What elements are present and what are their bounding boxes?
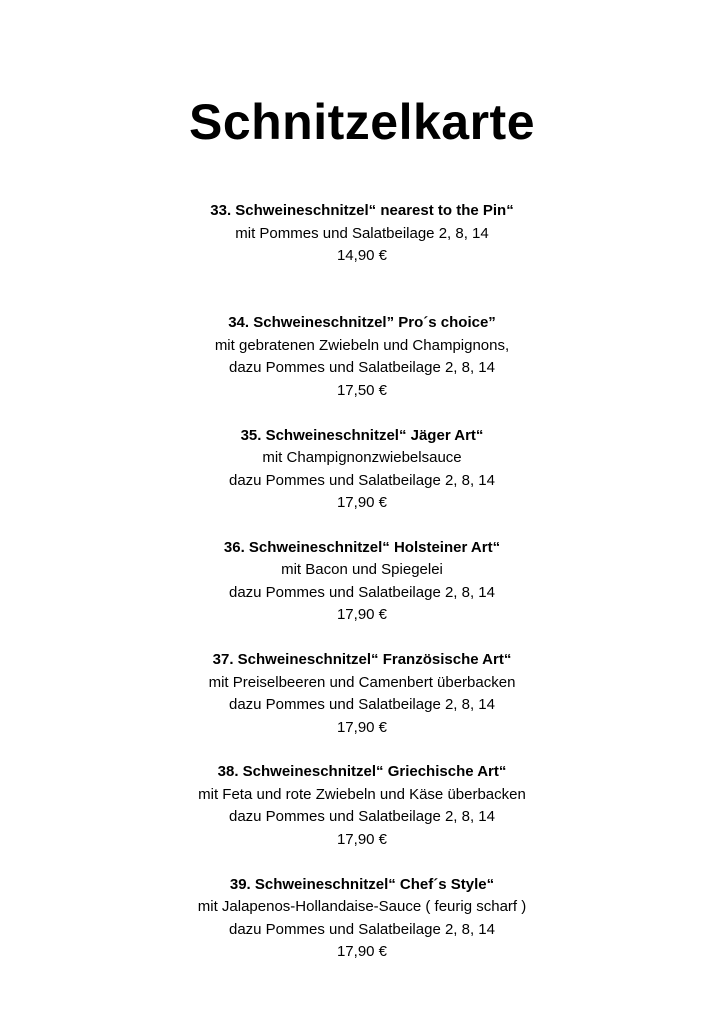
item-description: dazu Pommes und Salatbeilage 2, 8, 14: [228, 920, 495, 938]
item-price: 17,50 €: [336, 381, 388, 399]
item-description: mit Preiselbeeren und Camenbert überbacken: [208, 673, 516, 691]
item-name: 39. Schweineschnitzel“ Chef´s Style“: [229, 875, 495, 893]
item-description: dazu Pommes und Salatbeilage 2, 8, 14: [228, 808, 495, 826]
item-price: 17,90 €: [336, 943, 388, 961]
item-price: 17,90 €: [336, 606, 388, 624]
menu-item: [0, 761, 724, 873]
item-price: 17,90 €: [336, 718, 388, 736]
item-description: mit Feta und rote Zwiebeln und Käse überbacken: [198, 785, 526, 803]
item-description: mit Bacon und Spiegelei: [281, 561, 443, 579]
menu-list: [0, 200, 724, 986]
item-name: 35. Schweineschnitzel“ Jäger Art“: [240, 426, 484, 444]
menu-item: [0, 649, 724, 761]
menu-item: [0, 312, 724, 424]
item-name: 37. Schweineschnitzel“ Französische Art“: [212, 651, 512, 669]
item-name: 36. Schweineschnitzel“ Holsteiner Art“: [223, 538, 501, 556]
item-description: mit Champignonzwiebelsauce: [262, 449, 462, 467]
item-description: mit Pommes und Salatbeilage 2, 8, 14: [235, 224, 489, 242]
item-description: mit Jalapenos-Hollandaise-Sauce ( feurig scharf ): [197, 898, 527, 916]
item-description: dazu Pommes und Salatbeilage 2, 8, 14: [228, 696, 495, 714]
menu-item: [0, 874, 724, 986]
item-price: 17,90 €: [336, 494, 388, 512]
item-description: dazu Pommes und Salatbeilage 2, 8, 14: [228, 471, 495, 489]
menu-item: [0, 200, 724, 312]
menu-item: [0, 537, 724, 649]
item-description: dazu Pommes und Salatbeilage 2, 8, 14: [228, 359, 495, 377]
item-description: dazu Pommes und Salatbeilage 2, 8, 14: [228, 583, 495, 601]
item-price: 17,90 €: [336, 830, 388, 848]
item-name: 38. Schweineschnitzel“ Griechische Art“: [217, 763, 507, 781]
item-price: 14,90 €: [336, 247, 388, 264]
page-title: Schnitzelkarte: [188, 94, 535, 150]
menu-item: [0, 425, 724, 537]
item-description: mit gebratenen Zwiebeln und Champignons,: [214, 336, 510, 354]
item-name: 33. Schweineschnitzel“ nearest to the Pin“: [210, 202, 514, 219]
item-name: 34. Schweineschnitzel” Pro´s choice”: [228, 314, 496, 332]
